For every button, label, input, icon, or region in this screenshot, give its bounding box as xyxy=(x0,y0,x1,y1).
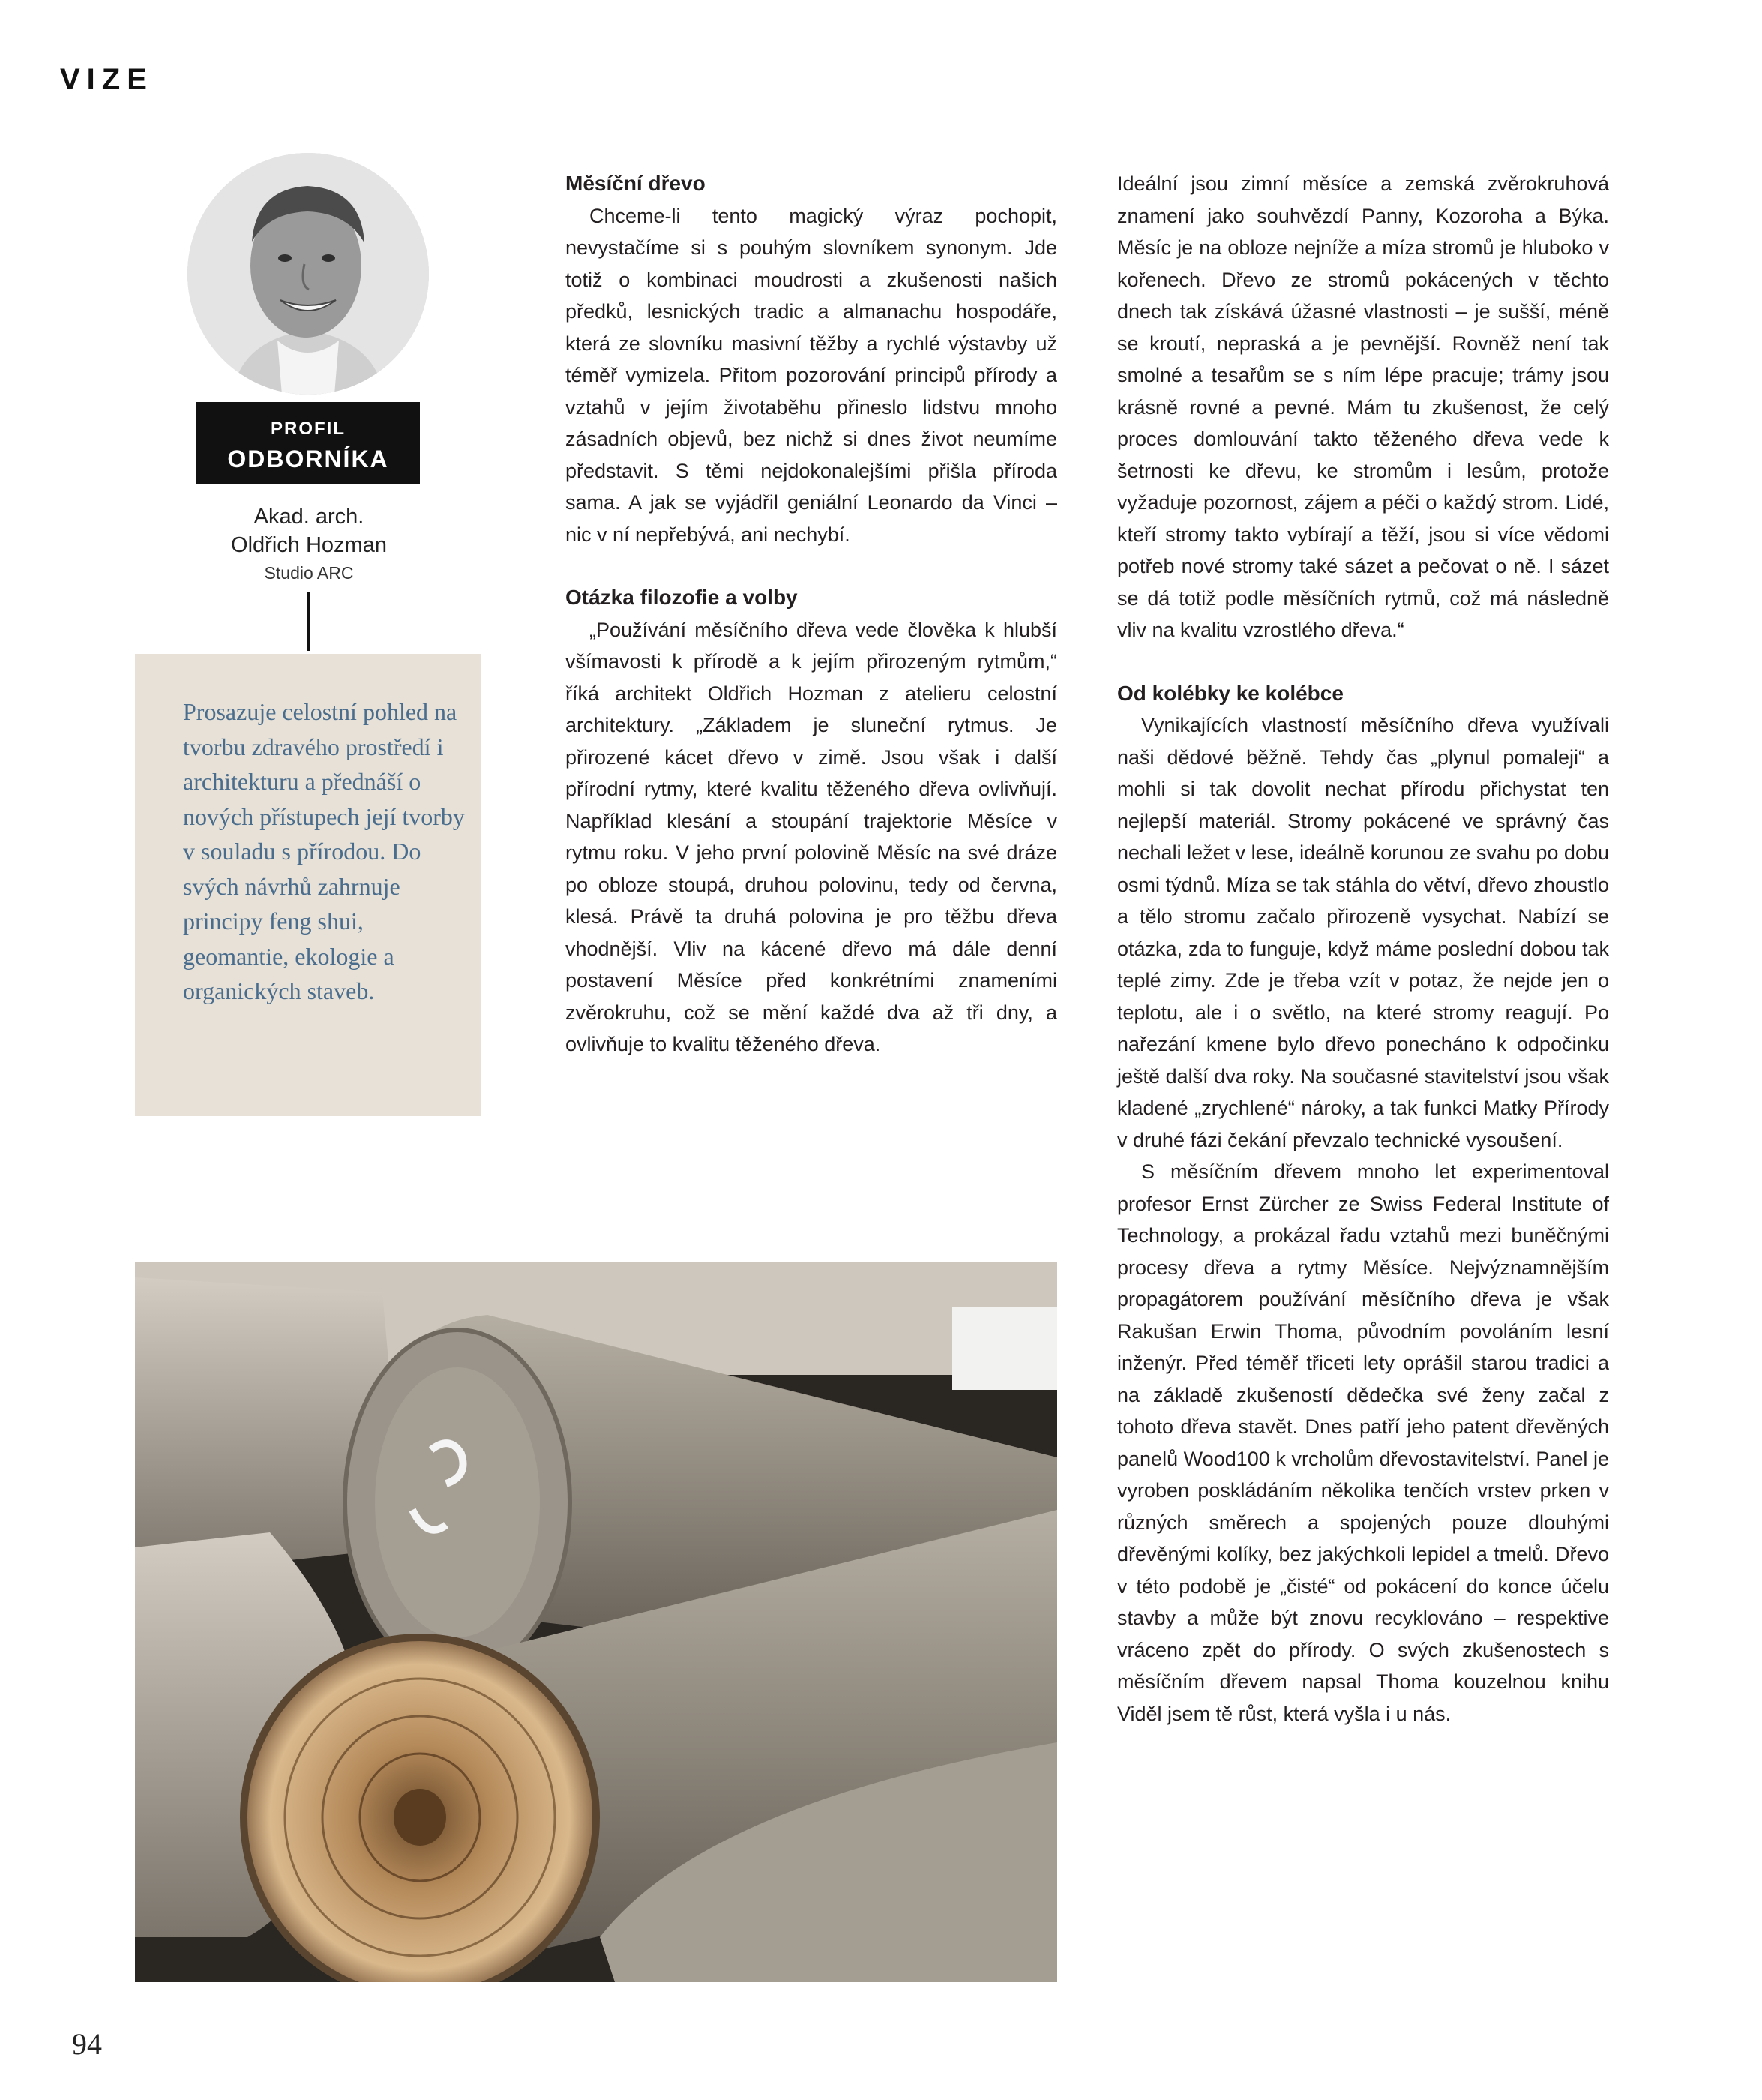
paragraph-thoma: S měsíčním dřevem mnoho let experimentoval profesor Ernst Zürcher ze Swiss Federal Institute of Technology, a prokázal řadu vztahů mezi buněčnými procesy dřeva a rytmy Měsíce. Nejvýznamnějším propagátorem používání měsíčního dřeva je však Rakušan Erwin Thoma, původním povoláním lesní inženýr. Před téměř třiceti lety oprášil starou tradici a na základě zkušeností dědečka své ženy začal z tohoto dřeva stavět. Dnes patří jeho patent dřevěných panelů Wood100 k vrcholům dřevostavitelství. Panel je vyroben poskládáním několika tenčích vrstev prken v různých směrech a spojených pouze dlouhými dřevěnými kolíky, bez jakýchkoli lepidel a tmelů. Dřevo v této podobě je „čisté“ od pokácení do konce účelu stavby a může být znovu recyklováno – respektive vráceno zpět do přírody. O svých zkušenostech s měsíčním dřevem napsal Thoma kouzelnou knihu Viděl jsem tě růst, která vyšla i u nás. xyxy=(1117,1160,1609,1725)
expert-studio: Studio ARC xyxy=(264,563,354,583)
paragraph-continuation: Ideální jsou zimní měsíce a zemská zvěrokruhová znamení jako souhvězdí Panny, Kozoroha a Býka. Měsíc je na obloze nejníže a míza stromů je hluboko v kořenech. Dřevo ze stromů pokácených v těchto dnech tak získává úžasné vlastnosti – je sušší, méně se kroutí, nepraská a je pevnější. Rovněž není tak smolné a tesařům se s ním lépe pracuje; trámy jsou krásně rovné a pevné. Mám tu zkušenost, že celý proces domlouvání takto těženého dřeva vede k šetrnosti ke dřevu, ke stromům i lesům, protože vyžaduje pozornost, zájem a péči o každý strom. Lidé, kteří stromy takto vybírají a těží, jsou si více vědomi potřeb nové stromy také sázet a pečovat o ně. I sázet se dá totiž podle měsíčních rytmů, což má následně vliv na kvalitu vzrostlého dřeva.“ xyxy=(1117,172,1609,641)
expert-quote-box xyxy=(135,654,481,1116)
paragraph-tradition: Vynikajících vlastností měsíčního dřeva využívali naši dědové běžně. Tehdy čas „plynul pomaleji“ a mohli si tak dovolit nechat přírodu přichystat ten nejlepší materiál. Stromy pokácené ve správný čas nechali ležet v lese, ideálně korunou ze svahu po dobu osmi týdnů. Míza se tak stáhla do větví, dřevo zhoustlo a tělo stromu začalo přirozeně vysychat. Nabízí se otázka, zda to funguje, když máme poslední dobou tak teplé zimy. Zde je třeba vzít v potaz, že nejde jen o teplotu, ale i o světlo, na které stromy reagují. Po nařezání kmene bylo dřevo ponecháno k odpočinku ještě další dva roky. Na současné stavitelství jsou však kladené „zrychlené“ nároky, a tak funkci Matky Přírody v druhé fázi čekání převzalo technické vysoušení. xyxy=(1117,714,1609,1151)
paragraph-philosophy: „Používání měsíčního dřeva vede člověka k hlubší všímavosti k přírodě a k jejím přirozeným rytmům,“ říká architekt Oldřich Hozman z atelieru celostní architektury. „Základem je sluneční rytmus. Je přirozené kácet dřevo v zimě. Jsou však i další přírodní rytmy, které kvalitu těženého dřeva ovlivňují. Například klesání a stoupání trajektorie Měsíce v rytmu roku. V jeho první polovině Měsíc na své dráze po obloze stoupá, druhou polovinu, tedy od června, klesá. Právě ta druhá polovina je pro těžbu dřeva vhodnější. Vliv na kácené dřevo má dále denní postavení Měsíce před konkrétními znameními zvěrokruhu, což se mění každé dva až tři dny, a ovlivňuje to kvalitu těženého dřeva. xyxy=(565,618,1057,1055)
expert-title: Akad. arch. xyxy=(253,505,364,529)
heading-od-kolebky: Od kolébky ke kolébce xyxy=(1117,681,1344,705)
badge-label-bottom: ODBORNÍKA xyxy=(227,446,389,472)
timber-logs-photo xyxy=(135,1262,1057,1982)
expert-info xyxy=(159,502,459,586)
vertical-divider xyxy=(307,592,310,651)
page-number: 94 xyxy=(72,2027,102,2061)
expert-profile-badge xyxy=(196,402,420,484)
expert-quote: Prosazuje celostní pohled na tvorbu zdravého prostředí i architekturu a přednáší o nových přístupech její tvorby v souladu s přírodou. Do svých návrhů zahrnuje principy feng shui, geomantie, ekologie a organických staveb. xyxy=(183,698,465,1004)
heading-mesicni-drevo: Měsíční dřevo xyxy=(565,172,706,195)
paragraph-intro: Chceme-li tento magický výraz pochopit, nevystačíme si s pouhým slovníkem synonym. Jde totiž o kombinaci moudrosti a zkušenosti našich předků, lesnických tradic a almanachu hospodáře, která ze slovníku masivní těžby a rychlé výstavby už téměř vymizela. Přitom pozorování principů přírody a vztahů v jejím životaběhu přineslo lidstvu mnoho zásadních objevů, bez nichž si dnes život neumíme představit. S těmi nejdokonalejšími přišla příroda sama. A jak se vyjádřil geniální Leonardo da Vinci – nic v ní nepřebývá, ani nechybí. xyxy=(565,204,1057,546)
article-column-right xyxy=(1117,168,1609,1730)
heading-otazka-filozofie: Otázka filozofie a volby xyxy=(565,586,798,609)
expert-name: Oldřich Hozman xyxy=(231,533,387,557)
section-label: VIZE xyxy=(60,63,154,96)
article-column-middle xyxy=(565,168,1057,1060)
badge-label-top: PROFIL xyxy=(271,418,346,439)
expert-portrait xyxy=(187,153,429,394)
